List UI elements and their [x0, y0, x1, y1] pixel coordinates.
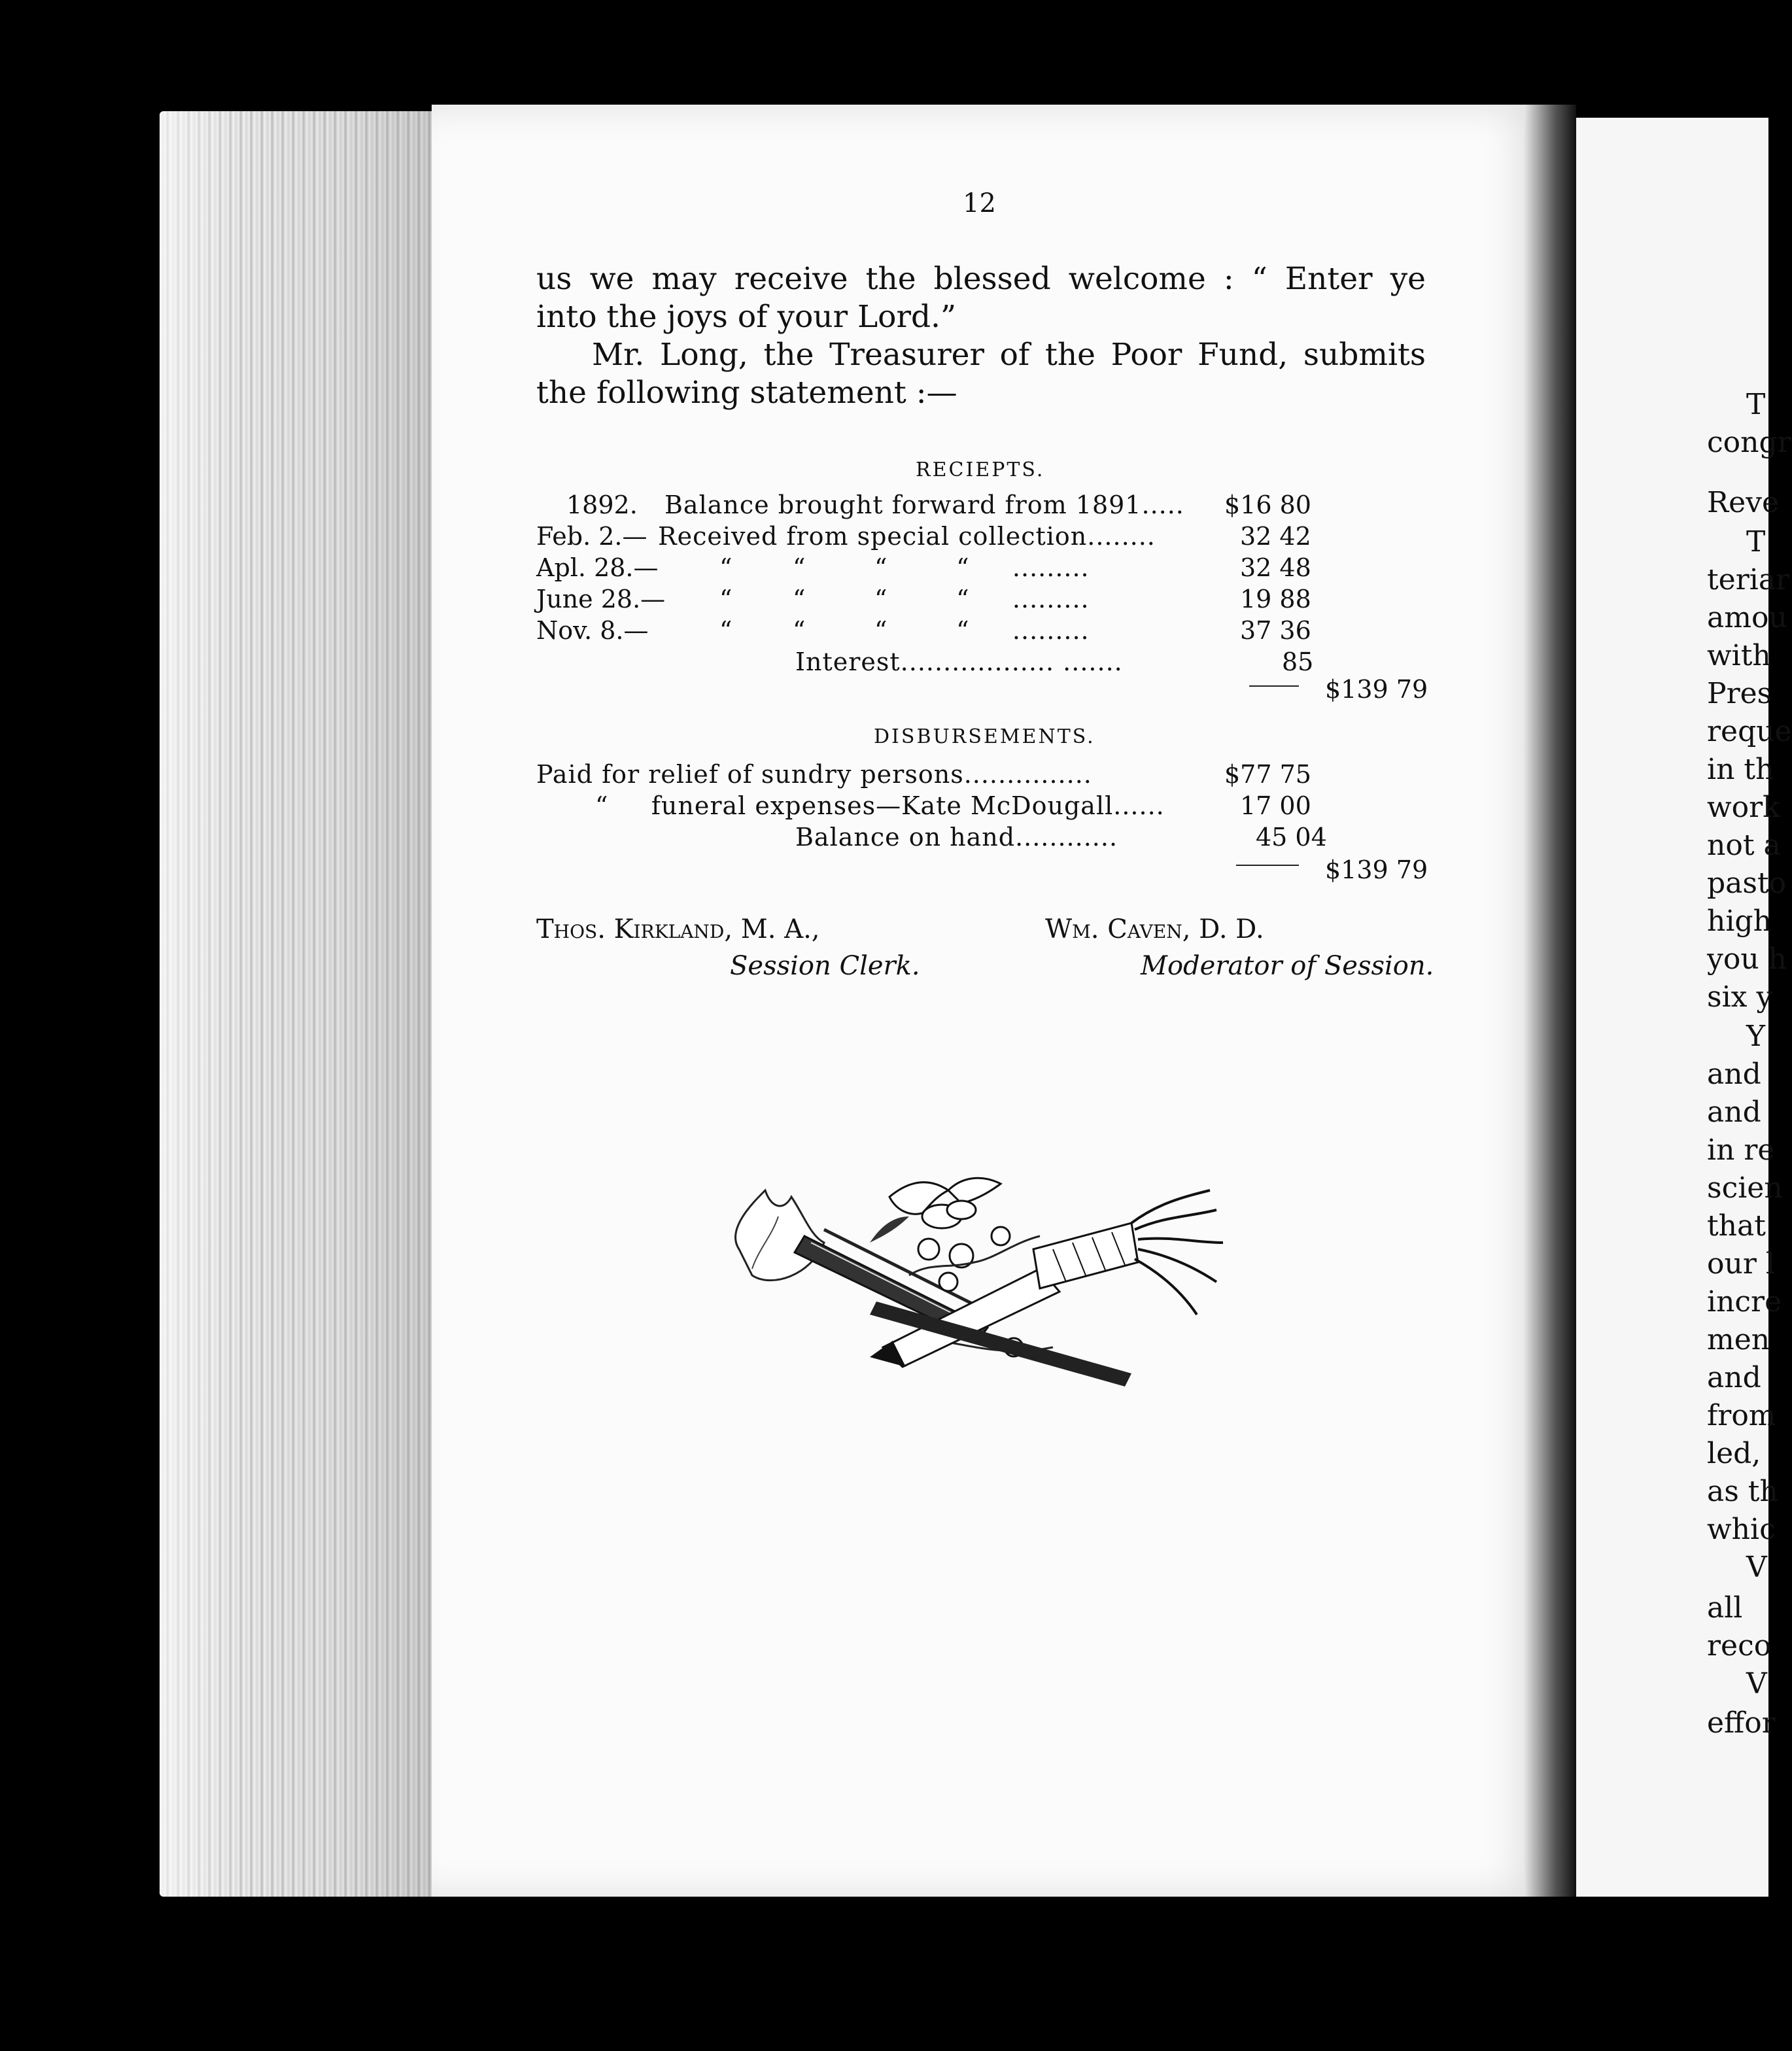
interest-amount: 85: [1282, 647, 1314, 676]
right-page-line: V: [1746, 1667, 1767, 1700]
right-page-line: led,: [1707, 1437, 1761, 1470]
disbursement-amount: 17 00: [1240, 791, 1311, 820]
disbursements-total: $139 79: [1325, 855, 1428, 884]
right-page-line: our l: [1707, 1247, 1775, 1281]
receipt-date: June 28.—: [536, 585, 666, 613]
right-page-line: you h: [1707, 942, 1787, 976]
right-page-line: incre: [1707, 1285, 1782, 1318]
receipt-amount: 32 48: [1240, 553, 1311, 582]
receipt-desc: “ “ “ “ .........: [719, 585, 1090, 613]
right-page-line: amou: [1707, 601, 1787, 634]
page-edges-shade: [160, 111, 434, 1897]
right-page-line: all: [1707, 1591, 1743, 1625]
receipts-total: $139 79: [1325, 675, 1428, 704]
receipt-date: Apl. 28.—: [536, 553, 659, 582]
disbursement-desc: Paid for relief of sundry persons...............: [536, 760, 1092, 789]
receipt-date: Nov. 8.—: [536, 616, 649, 645]
receipt-desc: Balance brought forward from 1891.....: [664, 491, 1184, 519]
right-page-line: T: [1746, 525, 1766, 559]
receipt-desc: Received from special collection........: [658, 522, 1156, 551]
right-page-line: Reve: [1707, 486, 1780, 519]
torch-flame-icon: [736, 1190, 824, 1281]
book-gutter: [1524, 105, 1576, 1897]
right-page-line: Y: [1746, 1020, 1766, 1053]
right-page-line: and: [1707, 1361, 1761, 1394]
moderator-title: Moderator of Session.: [1141, 951, 1434, 981]
right-page-line: in th: [1707, 753, 1774, 786]
right-page-line: effor: [1707, 1706, 1776, 1740]
right-page-line: that: [1707, 1209, 1766, 1243]
intro-line-3: Mr. Long, the Treasurer of the Poor Fund, submits: [592, 337, 1426, 373]
receipt-amount: 32 42: [1240, 522, 1311, 551]
session-clerk-name: Thos. Kirkland, M. A.,: [536, 914, 820, 944]
right-page-line: in re: [1707, 1133, 1775, 1167]
receipt-date: Feb. 2.—: [536, 522, 647, 551]
disbursement-amount: 45 04: [1256, 823, 1327, 852]
receipt-amount: 37 36: [1240, 616, 1311, 645]
ornament-illustration: [713, 1177, 1256, 1393]
disbursements-heading: DISBURSEMENTS.: [874, 725, 1095, 748]
disbursement-amount: $77 75: [1224, 760, 1311, 789]
receipts-heading: RECIEPTS.: [916, 458, 1045, 481]
receipt-amount: 19 88: [1240, 585, 1311, 613]
moderator-name: Wm. Caven, D. D.: [1045, 914, 1264, 944]
right-page-line: work: [1707, 791, 1780, 824]
disbursement-desc: “ funeral expenses—Kate McDougall......: [595, 791, 1165, 820]
right-page-line: congr: [1707, 426, 1791, 459]
right-page-line: and: [1707, 1058, 1761, 1091]
right-page: [1557, 118, 1792, 1897]
right-page-line: Pres: [1707, 677, 1772, 710]
intro-line-2: into the joys of your Lord.”: [536, 299, 957, 335]
right-page-line: six y: [1707, 980, 1773, 1014]
right-page-line: from: [1707, 1399, 1776, 1432]
wheat-sheaf-icon: [1033, 1190, 1223, 1315]
receipt-date: 1892.: [566, 491, 638, 519]
right-page-line: and: [1707, 1095, 1761, 1129]
right-page-line: with: [1707, 639, 1771, 672]
interest-label: Interest.................. .......: [795, 647, 1123, 676]
right-page-line: reque: [1707, 715, 1792, 748]
right-page-line: men: [1707, 1323, 1770, 1356]
right-page-line: whic: [1707, 1513, 1776, 1546]
right-page-line: pasto: [1707, 867, 1787, 900]
right-page-line: reco: [1707, 1629, 1772, 1663]
session-clerk-title: Session Clerk.: [730, 951, 920, 981]
right-page-line: T: [1746, 388, 1766, 421]
receipt-amount: $16 80: [1224, 491, 1311, 519]
right-page-line: teriar: [1707, 563, 1790, 596]
receipt-desc: “ “ “ “ .........: [719, 553, 1090, 582]
right-page-line: scien: [1707, 1171, 1783, 1205]
receipts-rule: [1249, 685, 1299, 687]
right-page-line: as th: [1707, 1475, 1778, 1508]
disbursement-desc: Balance on hand............: [795, 823, 1118, 852]
doves-icon: [870, 1178, 1001, 1243]
right-page-line: not a: [1707, 829, 1781, 862]
disbursements-rule: [1236, 865, 1299, 866]
intro-line-4: the following statement :—: [536, 375, 957, 411]
page-number: 12: [963, 188, 996, 218]
intro-line-1: us we may receive the blessed welcome : “ Enter ye: [536, 261, 1426, 297]
receipt-desc: “ “ “ “ .........: [719, 616, 1090, 645]
right-page-line: V: [1746, 1551, 1767, 1584]
right-page-line: high: [1707, 905, 1772, 938]
